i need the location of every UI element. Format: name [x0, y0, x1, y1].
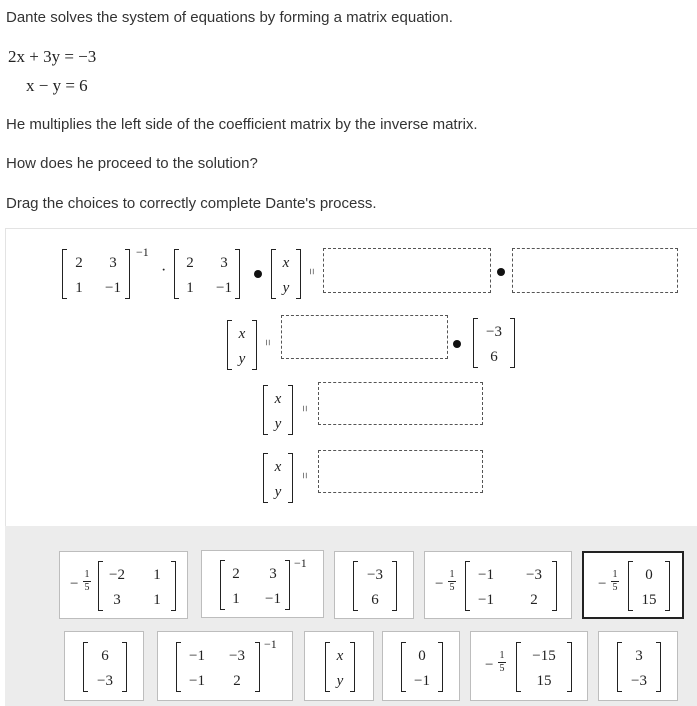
drop-zone-4[interactable] [318, 382, 483, 425]
choice-tile[interactable]: − 1 5 −15 15 [470, 631, 588, 701]
choice-tile[interactable]: 2 3 1 −1 −1 [201, 550, 324, 618]
choice-tile[interactable]: −1 −3 −1 2 −1 [157, 631, 293, 701]
multiply-bullet [497, 268, 505, 276]
drop-zone-1[interactable] [323, 248, 491, 293]
equation-1: 2x + 3y = −3 [8, 47, 97, 66]
variable-vector: x y [227, 320, 257, 370]
equals-sign: = [297, 405, 312, 412]
choice-tile[interactable]: x y [304, 631, 374, 701]
multiply-dot: · [161, 262, 167, 279]
drop-zone-2[interactable] [512, 248, 678, 293]
coefficient-matrix: 2 3 1 −1 [174, 249, 240, 299]
multiply-bullet [453, 340, 461, 348]
question-intro: Dante solves the system of equations by forming a matrix equation. [6, 9, 453, 26]
drop-zone-3[interactable] [281, 315, 448, 359]
equals-sign: = [297, 472, 312, 479]
multiply-bullet [254, 270, 262, 278]
question-step: He multiplies the left side of the coefficient matrix by the inverse matrix. [6, 116, 478, 133]
variable-vector: x y [263, 385, 293, 435]
tray-pointer [362, 516, 382, 526]
choice-tile-selected[interactable]: − 1 5 0 15 [582, 551, 684, 619]
question-prompt: How does he proceed to the solution? [6, 155, 258, 172]
choice-tile[interactable]: 0 −1 [382, 631, 460, 701]
drop-zone-5[interactable] [318, 450, 483, 493]
variable-vector: x y [271, 249, 301, 299]
variable-vector: x y [263, 453, 293, 503]
inverse-exponent: −1 [136, 245, 149, 259]
choice-tile[interactable]: 3 −3 [598, 631, 678, 701]
constant-vector: −3 6 [473, 318, 515, 368]
choice-tile[interactable]: − 1 5 −1 −3 −1 2 [424, 551, 572, 619]
equals-sign: = [304, 268, 319, 275]
equation-2: x − y = 6 [26, 76, 88, 95]
choice-tile[interactable]: 6 −3 [64, 631, 144, 701]
equals-sign: = [260, 339, 275, 346]
inverse-coefficient-matrix: 2 3 1 −1 [62, 249, 130, 299]
choice-tile[interactable]: −3 6 [334, 551, 414, 619]
choice-tile[interactable]: − 1 5 −2 1 3 1 [59, 551, 188, 619]
question-instruction: Drag the choices to correctly complete Dante's process. [6, 195, 377, 212]
